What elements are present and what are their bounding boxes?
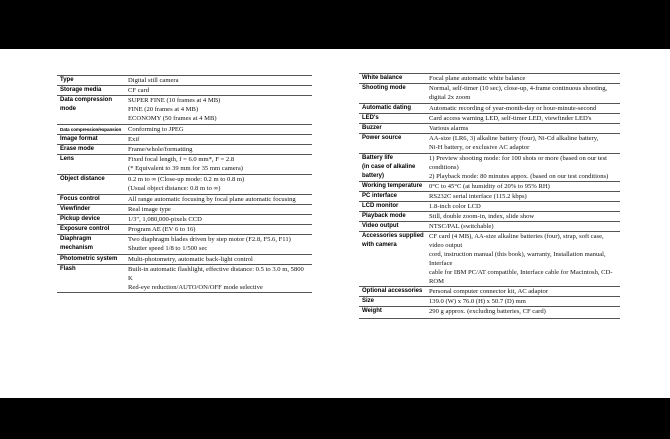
spec-row [57, 175, 312, 195]
spec-row [57, 255, 312, 265]
spec-row [359, 232, 620, 287]
spec-row [359, 114, 620, 124]
spec-label: Size [359, 297, 426, 307]
spec-value: CF card (4 MB), AA-size alkaline batteries (four), strap, soft case, video output cord, instruction manual (this book), warranty, Installation manual, Interface cable for IBM PC/AT compatible, Interface cable for Macintosh, CD-ROM [426, 232, 620, 287]
spec-value: Various alarms [426, 124, 620, 134]
spec-value: 139.0 (W) x 76.0 (H) x 50.7 (D) mm [426, 297, 620, 307]
spec-row [57, 265, 312, 293]
spec-label: Photometric system [57, 255, 125, 265]
spec-value: Exif [125, 135, 312, 145]
spec-row [359, 192, 620, 202]
spec-row [57, 145, 312, 155]
spec-label: Viewfinder [57, 205, 125, 215]
spec-label: Storage media [57, 86, 125, 96]
spec-label: Accessories supplied with camera [359, 232, 426, 287]
spec-row [57, 135, 312, 145]
spec-value: Conforming to JPEG [125, 125, 312, 135]
spec-row [57, 76, 312, 86]
spec-value: Still, double zoom-in, index, slide show [426, 212, 620, 222]
spec-value: 0°C to 45°C (at humidity of 20% to 95% RH) [426, 182, 620, 192]
spec-row [359, 222, 620, 232]
spec-value: RS232C serial interface (115.2 kbps) [426, 192, 620, 202]
spec-row [359, 84, 620, 104]
spec-row [359, 104, 620, 114]
spec-value: 1/3", 1,080,000-pixels CCD [125, 215, 312, 225]
spec-value: Real image type [125, 205, 312, 215]
spec-value: Digital still camera [125, 76, 312, 86]
spec-row [359, 134, 620, 154]
spec-value: 1) Preview shooting mode: for 100 shots or more (based on our test conditions) 2) Playback mode: 80 minutes appox. (based on our test conditions) [426, 154, 620, 182]
spec-value: NTSC/PAL (switchable) [426, 222, 620, 232]
spec-value: Normal, self-timer (10 sec), close-up, 4-frame continuous shooting, digital 2x zoom [426, 84, 620, 104]
spec-value: Built-in automatic flashlight, effective distance: 0.5 to 3.0 m, 5800 K Red-eye reduction/AUTO/ON/OFF mode selective [125, 265, 312, 293]
spec-value: Multi-photometry, automatic back-light control [125, 255, 312, 265]
spec-row [57, 215, 312, 225]
spec-row [359, 202, 620, 212]
spec-label: Diaphragm mechanism [57, 235, 125, 255]
spec-label: Flash [57, 265, 125, 293]
top-black-band [0, 0, 670, 49]
spec-label: Battery life (in case of alkaline battery) [359, 154, 426, 182]
spec-value: Program AE (EV 6 to 16) [125, 225, 312, 235]
spec-value: Card access warning LED, self-timer LED, viewfinder LED's [426, 114, 620, 124]
spec-label: Type [57, 76, 125, 86]
spec-row [57, 205, 312, 215]
spec-row [359, 212, 620, 222]
spec-label: Automatic dating [359, 104, 426, 114]
spec-label: Buzzer [359, 124, 426, 134]
spec-label: LCD monitor [359, 202, 426, 212]
spec-value: 0.2 m to ∞ (Close-up mode: 0.2 m to 0.8 m) (Usual object distance: 0.8 m to ∞) [125, 175, 312, 195]
spec-label: Optional accessories [359, 287, 426, 297]
spec-value: Two diaphragm blades driven by step motor (F2.8, F5.6, F11) Shutter speed 1/8 to 1/500 sec [125, 235, 312, 255]
spec-value: 290 g approx. (excluding batteries, CF card) [426, 307, 620, 319]
spec-label: White balance [359, 74, 426, 84]
spec-value: CF card [125, 86, 312, 96]
spec-row [57, 225, 312, 235]
spec-value: Focal plane automatic white balance [426, 74, 620, 84]
spec-row [359, 287, 620, 297]
spec-value: Frame/whole/formatting [125, 145, 312, 155]
spec-label: Exposure control [57, 225, 125, 235]
spec-label: Video output [359, 222, 426, 232]
spec-label: Playback mode [359, 212, 426, 222]
spec-label: Data compression/expansion [57, 125, 125, 135]
spec-label: Shooting mode [359, 84, 426, 104]
spec-row [359, 182, 620, 192]
spec-label: Weight [359, 307, 426, 319]
spec-row [57, 235, 312, 255]
spec-label: Erase mode [57, 145, 125, 155]
spec-value: SUPER FINE (10 frames at 4 MB) FINE (20 frames at 4 MB) ECONOMY (50 frames at 4 MB) [125, 96, 312, 125]
spec-table-right [359, 73, 620, 319]
spec-label: Power source [359, 134, 426, 154]
spec-label: Image format [57, 135, 125, 145]
spec-value: AA-size (LR6, 3) alkaline battery (four), Ni-Cd alkaline battery, Ni-H battery, or exclusive AC adaptor [426, 134, 620, 154]
spec-value: Personal computer connector kit, AC adaptor [426, 287, 620, 297]
spec-value: 1.8-inch color LCD [426, 202, 620, 212]
spec-row [57, 96, 312, 125]
spec-label: Pickup device [57, 215, 125, 225]
spec-row [359, 154, 620, 182]
spec-label: Working temperature [359, 182, 426, 192]
spec-row [57, 195, 312, 205]
spec-row [359, 124, 620, 134]
spec-table-left [57, 75, 312, 293]
spec-label: Object distance [57, 175, 125, 195]
spec-value: All range automatic focusing by focal plane automatic focusing [125, 195, 312, 205]
spec-row [57, 155, 312, 175]
spec-row [359, 307, 620, 319]
spec-label: LED's [359, 114, 426, 124]
spec-label: PC interface [359, 192, 426, 202]
spec-row [359, 74, 620, 84]
spec-row [57, 86, 312, 96]
spec-label: Focus control [57, 195, 125, 205]
spec-row [359, 297, 620, 307]
spec-label: Lens [57, 155, 125, 175]
spec-label: Data compression mode [57, 96, 125, 125]
spec-value: Automatic recording of year-month-day or hour-minute-second [426, 104, 620, 114]
spec-value: Fixed focal length, f = 6.0 mm*, F = 2.8 (* Equivalent to 39 mm for 35 mm camera) [125, 155, 312, 175]
spec-row [57, 125, 312, 135]
bottom-black-band [0, 398, 670, 439]
